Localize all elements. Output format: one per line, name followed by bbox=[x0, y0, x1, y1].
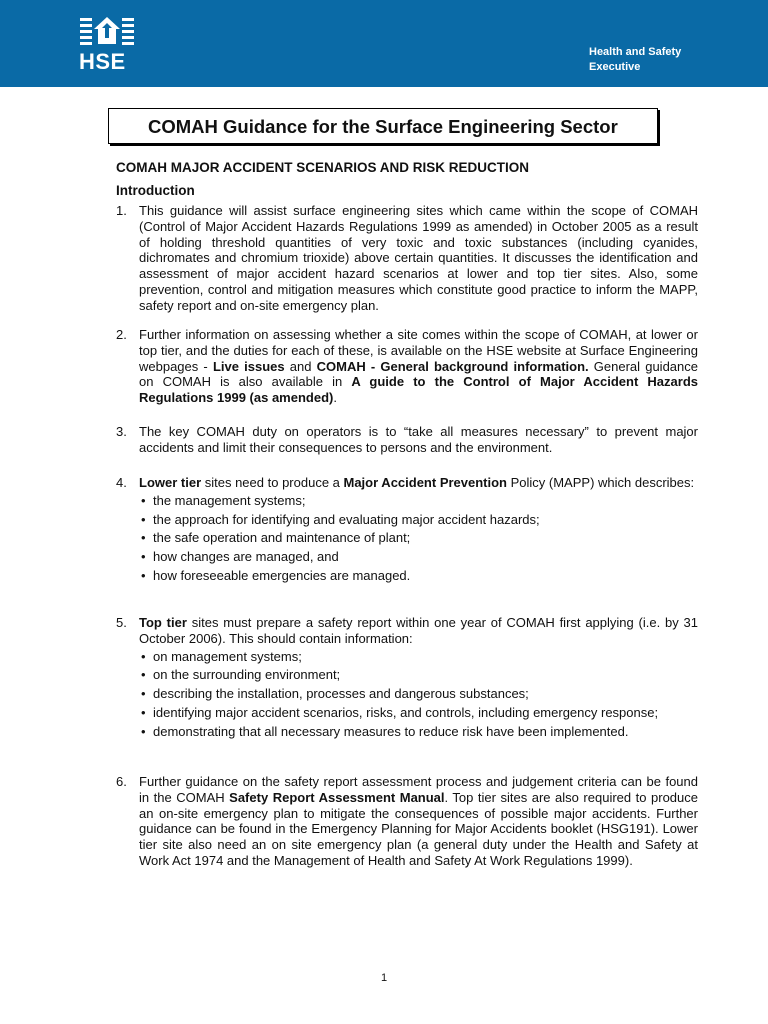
paragraph-number: 1. bbox=[116, 203, 127, 218]
org-line-2: Executive bbox=[589, 61, 641, 73]
paragraph-number: 5. bbox=[116, 615, 127, 630]
paragraph-number: 3. bbox=[116, 424, 127, 439]
paragraph-5 bbox=[116, 615, 698, 743]
page-title: COMAH Guidance for the Surface Engineering Sector bbox=[148, 116, 618, 137]
list-item: • how changes are managed, and bbox=[139, 549, 698, 565]
list-item: • the approach for identifying and evaluating major accident hazards; bbox=[139, 512, 698, 528]
safety-report-manual-link[interactable]: Safety Report Assessment Manual bbox=[229, 789, 445, 805]
list-item: • the safe operation and maintenance of plant; bbox=[139, 530, 698, 546]
comah-guide-link[interactable]: A guide to the Control of Major Accident Hazards Regulations 1999 (as amended) bbox=[139, 374, 698, 406]
bullet-list bbox=[139, 493, 698, 584]
list-item: • on the surrounding environment; bbox=[139, 667, 698, 683]
list-item: • on management systems; bbox=[139, 649, 698, 665]
section-heading: COMAH MAJOR ACCIDENT SCENARIOS AND RISK REDUCTION bbox=[116, 160, 530, 175]
paragraph-text: Further information on assessing whether a site comes within the scope of COMAH, at lower or top tier, and the duties for each of these, is available on the HSE website at Surface Engineering webpages - Live issues and COMAH - General background information. General guidance on COMAH is also available in A guide to the Control of Major Accident Hazards Regulations 1999 (as amended). bbox=[139, 327, 698, 406]
hse-logo-text: HSE bbox=[79, 49, 126, 74]
paragraph-2 bbox=[116, 327, 698, 406]
paragraph-number: 2. bbox=[116, 327, 127, 342]
paragraph-text: Further guidance on the safety report assessment process and judgement criteria can be found in the COMAH Safety Report Assessment Manual. Top tier sites are also required to produce an on-site emergency plan to mitigate the consequences of possible major accidents. Further guidance can be found in the Emergency Planning for Major Accidents booklet (HSG191). Lower tier site also need an on site emergency plan (a general duty under the Health and Safety at Work Act 1974 and the Management of Health and Safety At Work Regulations 1999). bbox=[139, 774, 698, 868]
paragraph-number: 4. bbox=[116, 475, 127, 490]
bullet-list bbox=[139, 649, 698, 740]
paragraph-text: Lower tier sites need to produce a Major Accident Prevention Policy (MAPP) which describes: bbox=[139, 475, 695, 490]
paragraph-3 bbox=[116, 424, 698, 456]
live-issues-link[interactable]: Live issues bbox=[212, 358, 285, 374]
list-item: • demonstrating that all necessary measures to reduce risk have been implemented. bbox=[139, 724, 698, 740]
paragraph-text: This guidance will assist surface engineering sites which came within the scope of COMAH (Control of Major Accident Hazards Regulations 1999 as amended) in October 2005 as a result of holding threshold quantities of very toxic and toxic substances (including cyanides, dichromates and chromium trioxide) above certain quantities. It discusses the identification and assessment of major accident hazard scenarios at lower and top tier sites. Also, some prevention, control and mitigation measures which constitute good practice to inform the MAPP, safety report and on-site emergency plan. bbox=[139, 203, 698, 313]
paragraph-number: 6. bbox=[116, 774, 127, 789]
intro-heading: Introduction bbox=[116, 183, 195, 198]
list-item: • describing the installation, processes and dangerous substances; bbox=[139, 686, 698, 702]
list-item: • identifying major accident scenarios, risks, and controls, including emergency response; bbox=[139, 705, 698, 721]
page-number: 1 bbox=[380, 972, 388, 984]
paragraph-text: The key COMAH duty on operators is to “take all measures necessary” to prevent major accidents and limit their consequences to persons and the environment. bbox=[139, 424, 698, 455]
org-line-1: Health and Safety bbox=[589, 46, 682, 58]
list-item: • how foreseeable emergencies are managed. bbox=[139, 568, 698, 584]
paragraph-text: Top tier sites must prepare a safety report within one year of COMAH first applying (i.e. by 31 October 2006). This should contain information: bbox=[139, 615, 699, 646]
comah-background-link[interactable]: COMAH - General background information. bbox=[316, 358, 589, 374]
paragraph-1 bbox=[116, 203, 698, 314]
list-item: • the management systems; bbox=[139, 493, 698, 509]
organisation-name bbox=[589, 45, 681, 75]
paragraph-6 bbox=[116, 774, 698, 869]
paragraph-4 bbox=[116, 475, 698, 587]
header-banner bbox=[0, 0, 768, 87]
